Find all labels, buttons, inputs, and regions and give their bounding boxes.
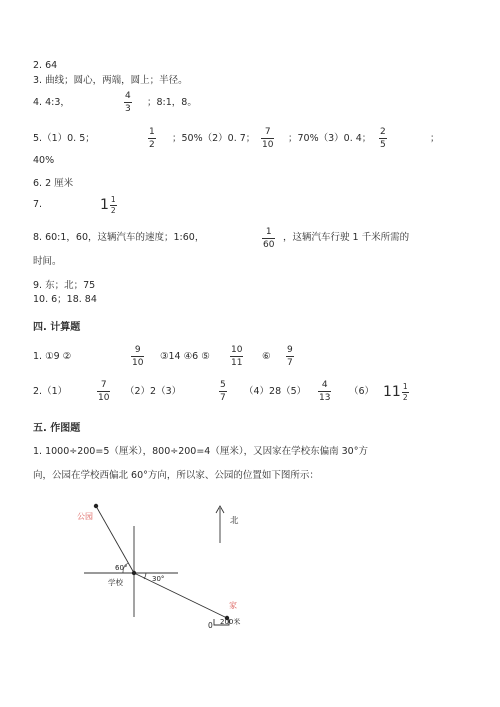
answer-6: 6. 2 厘米 <box>33 178 74 189</box>
answer-4-part2: ；8:1，8。 <box>147 97 197 108</box>
denominator: 3 <box>125 104 131 114</box>
denominator: 2 <box>149 140 155 150</box>
answer-5-part2: ；50%（2）0. 7； <box>172 133 256 144</box>
denominator: 10 <box>262 140 274 150</box>
numerator: 10 <box>231 345 243 355</box>
park-label: 公园 <box>77 512 93 521</box>
numerator: 9 <box>131 345 144 357</box>
denominator: 13 <box>319 393 331 403</box>
denominator: 2 <box>110 205 116 215</box>
answer-5-part1: 5.（1）0. 5； <box>33 133 95 144</box>
calc-2-part4: （6） <box>349 386 375 397</box>
numerator: 7 <box>97 380 110 392</box>
drawing-text-line1: 1. 1000÷200=5（厘米），800÷200=4（厘米），又因家在学校东偏南 30°方 <box>33 446 368 457</box>
denominator: 5 <box>380 140 386 150</box>
denominator: 10 <box>132 358 144 368</box>
answer-5-part5: 40% <box>33 155 55 166</box>
school-to-home-line <box>134 573 227 618</box>
section-5-heading: 五. 作图题 <box>33 423 81 434</box>
numerator: 4 <box>125 91 131 101</box>
answer-5-part4: ； <box>430 133 440 144</box>
school-to-park-line <box>96 506 134 573</box>
scale-zero-label: 0 <box>208 621 213 630</box>
calc-1-part3: ⑥ <box>262 351 271 362</box>
calc-2-part2: （2）2（3） <box>125 386 182 397</box>
denominator: 11 <box>231 358 243 368</box>
denominator: 7 <box>287 358 293 368</box>
calc-1-part1: 1. ①9 ② <box>33 351 72 362</box>
home-label: 家 <box>229 601 237 610</box>
answer-10: 10. 6；18. 84 <box>33 294 97 305</box>
numerator: 1 <box>110 194 116 204</box>
numerator: 1 <box>402 381 408 391</box>
answer-4-part1: 4. 4:3， <box>33 97 70 108</box>
calc-1-part2: ③14 ④6 ⑤ <box>160 351 210 362</box>
denominator: 60 <box>263 240 275 250</box>
calc-2-part1: 2.（1） <box>33 386 68 397</box>
numerator: 9 <box>287 345 293 355</box>
numerator: 4 <box>318 380 331 392</box>
angle-60-label: 60° <box>115 564 128 572</box>
denominator: 7 <box>220 393 226 403</box>
denominator: 2 <box>402 392 408 402</box>
answer-8-part1: 8. 60:1，60，这辆汽车的速度；1:60， <box>33 232 205 243</box>
answer-8-part2: ，这辆汽车行驶 1 千米所需的 <box>283 232 410 243</box>
numerator: 2 <box>380 127 386 137</box>
numerator: 5 <box>220 380 226 390</box>
answer-5-part3: ；70%（3）0. 4； <box>288 133 372 144</box>
section-4-heading: 四. 计算题 <box>33 322 81 333</box>
school-label: 学校 <box>108 578 123 587</box>
answer-9: 9. 东；北；75 <box>33 280 96 291</box>
numerator: 7 <box>261 127 274 139</box>
whole-part: 11 <box>383 384 401 400</box>
school-point <box>132 571 136 575</box>
north-label: 北 <box>230 516 239 526</box>
numerator: 1 <box>262 227 275 239</box>
denominator: 10 <box>98 393 110 403</box>
scale-unit-label: 200米 <box>220 618 241 626</box>
numerator: 1 <box>149 127 155 137</box>
answer-2: 2. 64 <box>33 60 58 71</box>
answer-3: 3. 曲线；圆心，两端，圆上；半径。 <box>33 75 188 86</box>
whole-part: 1 <box>100 197 109 213</box>
drawing-text-line2: 向，公园在学校西偏北 60°方向，所以家、公园的位置如下图所示： <box>33 470 319 481</box>
park-point <box>94 504 98 508</box>
angle-30-label: 30° <box>152 575 165 583</box>
answer-8-part3: 时间。 <box>33 256 62 267</box>
answer-7-label: 7. <box>33 199 43 210</box>
calc-2-part3: （4）28（5） <box>244 386 307 397</box>
